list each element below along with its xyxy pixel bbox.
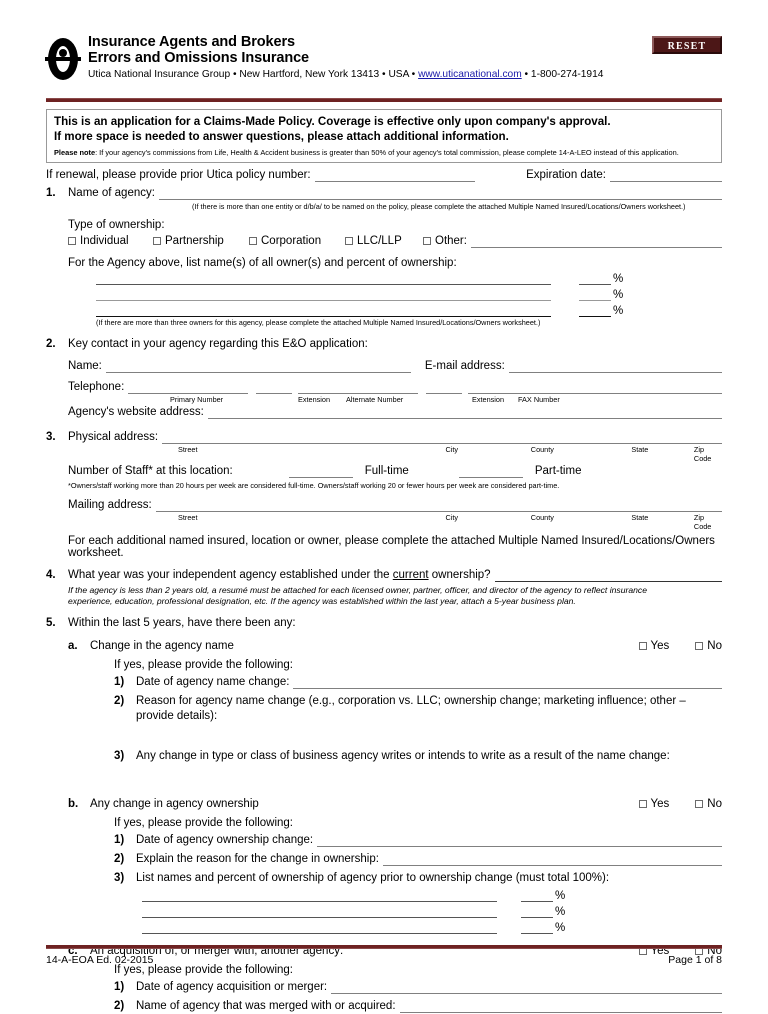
q5a-item1-number: 1) bbox=[114, 676, 125, 688]
q5a-yes-checkbox[interactable] bbox=[639, 639, 670, 654]
q5b-item3-number: 3) bbox=[114, 872, 125, 884]
ownership-options-row bbox=[68, 234, 722, 249]
q3-additional-note-line2: worksheet. bbox=[68, 547, 124, 559]
q2-row bbox=[46, 337, 722, 352]
sublabel-state: State bbox=[631, 513, 649, 522]
yes-label: Yes bbox=[650, 640, 670, 652]
prior-owner-row bbox=[92, 889, 722, 902]
prior-owner-percent-input[interactable] bbox=[521, 905, 553, 918]
footer-divider bbox=[46, 945, 722, 949]
q5a-no-checkbox[interactable] bbox=[695, 639, 722, 654]
q5c-item-1 bbox=[114, 980, 722, 995]
renewal-row bbox=[46, 168, 722, 183]
notice-line-1: This is an application for a Claims-Made Policy. Coverage is effective only upon company's approval. bbox=[54, 115, 611, 128]
reset-button[interactable]: RESET bbox=[652, 36, 722, 54]
header-divider bbox=[46, 98, 722, 102]
owner-name-input[interactable] bbox=[96, 288, 551, 301]
q4-number: 4. bbox=[46, 569, 56, 581]
percent-symbol: % bbox=[555, 906, 566, 918]
q5c-letter: c. bbox=[68, 945, 78, 957]
q5a-label: Change in the agency name bbox=[90, 640, 234, 652]
sublabel-extension: Extension bbox=[298, 395, 331, 404]
telephone-row bbox=[68, 380, 722, 395]
acquisition-date-input[interactable] bbox=[331, 980, 722, 994]
physical-address-sublabels bbox=[178, 445, 722, 463]
q5-row bbox=[46, 616, 722, 631]
checkbox-box-icon[interactable] bbox=[153, 237, 161, 245]
q5a-yesno-group bbox=[639, 639, 722, 654]
staff-label: Number of Staff* at this location: bbox=[68, 465, 233, 477]
expiration-date-label: Expiration date: bbox=[526, 169, 606, 181]
q4-italic-line2: experience, education, professional designation, etc. If the agency was established within the last year, attach a 5-year business plan. bbox=[68, 596, 576, 606]
phone-sublabels bbox=[170, 395, 722, 404]
website-row bbox=[68, 405, 722, 420]
q5a-if-yes: If yes, please provide the following: bbox=[114, 659, 293, 671]
q5a-item-1 bbox=[114, 675, 722, 690]
q4-label-pre: What year was your independent agency established under the bbox=[68, 569, 393, 581]
sublabel-fax-number: FAX Number bbox=[518, 395, 560, 404]
ownership-option-label: LLC/LLP bbox=[357, 235, 402, 247]
sublabel-street: Street bbox=[178, 445, 198, 454]
q5b-item1-text: Date of agency ownership change: bbox=[136, 834, 314, 846]
q5a-row bbox=[68, 639, 722, 654]
agency-name-input[interactable] bbox=[159, 186, 722, 200]
mailing-address-row bbox=[68, 498, 722, 513]
prior-owner-name-input[interactable] bbox=[142, 921, 497, 934]
checkbox-corporation[interactable] bbox=[249, 234, 345, 249]
no-label: No bbox=[707, 798, 722, 810]
ownership-type-label: Type of ownership: bbox=[68, 219, 165, 231]
q1-footnote: (If there are more than three owners for this agency, please complete the attached Multiple Named Insured/Locations/Owners worksheet.) bbox=[96, 318, 541, 327]
please-note-label: Please note bbox=[54, 148, 96, 157]
ownership-option-label: Corporation bbox=[261, 235, 322, 247]
physical-address-input[interactable] bbox=[162, 430, 722, 444]
q2-label: Key contact in your agency regarding this E&O application: bbox=[68, 338, 368, 350]
q3-additional-note-line1: For each additional named insured, location or owner, please complete the attached Multiple Named Insured/Locations/Owners bbox=[68, 535, 715, 547]
prior-policy-number-input[interactable] bbox=[315, 168, 475, 182]
primary-number-input[interactable] bbox=[128, 380, 248, 394]
q5a-item-3 bbox=[114, 749, 722, 764]
q5a-item1-text: Date of agency name change: bbox=[136, 676, 290, 688]
q5c-item1-number: 1) bbox=[114, 981, 125, 993]
checkbox-box-icon[interactable] bbox=[695, 642, 703, 650]
contact-name-row bbox=[68, 359, 722, 374]
q5c-item2-number: 2) bbox=[114, 1000, 125, 1012]
contact-name-input[interactable] bbox=[106, 359, 411, 373]
no-label: No bbox=[707, 640, 722, 652]
q5b-letter: b. bbox=[68, 798, 79, 810]
checkbox-box-icon[interactable] bbox=[695, 800, 703, 808]
subtitle-post: • 1-800-274-1914 bbox=[521, 69, 604, 80]
staff-row bbox=[68, 464, 722, 479]
percent-symbol: % bbox=[613, 289, 624, 301]
q5b-no-checkbox[interactable] bbox=[695, 797, 722, 812]
owner-percent-input[interactable] bbox=[579, 304, 611, 317]
subtitle-pre: Utica National Insurance Group • New Hartford, New York 13413 • USA • bbox=[88, 69, 419, 80]
percent-symbol: % bbox=[555, 922, 566, 934]
prior-owner-row bbox=[92, 921, 722, 934]
q5-number: 5. bbox=[46, 617, 56, 629]
checkbox-partnership[interactable] bbox=[153, 234, 249, 249]
prior-owner-name-input[interactable] bbox=[142, 905, 497, 918]
owner-name-input[interactable] bbox=[96, 304, 551, 317]
q5b-yesno-group bbox=[639, 797, 722, 812]
prior-owner-percent-input[interactable] bbox=[521, 889, 553, 902]
q4-label bbox=[68, 568, 491, 583]
checkbox-box-icon[interactable] bbox=[423, 237, 431, 245]
q5c-item-2 bbox=[114, 999, 722, 1014]
owner-row bbox=[46, 304, 722, 317]
ownership-change-reason-input[interactable] bbox=[383, 852, 722, 866]
ownership-option-label: Other: bbox=[435, 235, 467, 247]
sublabel-city: City bbox=[445, 513, 459, 522]
expiration-date-input[interactable] bbox=[610, 168, 722, 182]
q5b-item2-number: 2) bbox=[114, 853, 125, 865]
utica-logo-icon bbox=[48, 38, 78, 80]
q3-number: 3. bbox=[46, 431, 56, 443]
contact-email-label: E-mail address: bbox=[424, 360, 505, 372]
sublabel-alternate-number: Alternate Number bbox=[346, 395, 404, 404]
q5a-item2-text2: provide details): bbox=[136, 710, 218, 722]
checkbox-individual[interactable] bbox=[68, 234, 153, 249]
footer-page-label: Page 1 of 8 bbox=[668, 954, 722, 966]
website-link[interactable]: www.uticanational.com bbox=[418, 69, 522, 80]
parttime-staff-input[interactable] bbox=[459, 464, 523, 478]
telephone-label: Telephone: bbox=[68, 381, 125, 393]
sublabel-zip: Zip Code bbox=[693, 513, 712, 531]
owner-name-input[interactable] bbox=[96, 272, 551, 285]
q3-row bbox=[46, 430, 722, 445]
q5c-if-yes: If yes, please provide the following: bbox=[114, 964, 293, 976]
notice-line-2: If more space is needed to answer questions, please attach additional information. bbox=[54, 129, 509, 143]
page-title-line2: Errors and Omissions Insurance bbox=[88, 50, 310, 66]
q4-row bbox=[46, 568, 722, 583]
sublabel-city: City bbox=[445, 445, 459, 454]
owner-row bbox=[46, 272, 722, 285]
q5a-item3-number: 3) bbox=[114, 750, 125, 762]
q1-row bbox=[46, 186, 722, 201]
yes-label: Yes bbox=[650, 945, 670, 957]
page-title-line1: Insurance Agents and Brokers bbox=[88, 34, 295, 50]
alternate-extension-input[interactable] bbox=[426, 380, 462, 394]
page-header bbox=[46, 0, 722, 92]
q5a-letter: a. bbox=[68, 640, 78, 652]
prior-owner-row bbox=[92, 905, 722, 918]
checkbox-llc-llp[interactable] bbox=[345, 234, 423, 249]
q5b-row bbox=[68, 797, 722, 812]
q5b-item-1 bbox=[114, 833, 722, 848]
percent-symbol: % bbox=[613, 305, 624, 317]
q1-label: Name of agency: bbox=[68, 187, 155, 199]
q5a-item2-text: Reason for agency name change (e.g., corporation vs. LLC; ownership change; marketing influence; other – bbox=[136, 695, 686, 707]
q5c-item2-text: Name of agency that was merged with or acquired: bbox=[136, 1000, 396, 1012]
primary-extension-input[interactable] bbox=[256, 380, 292, 394]
q1-number: 1. bbox=[46, 187, 56, 199]
fax-number-input[interactable] bbox=[468, 380, 722, 394]
q5b-item-3 bbox=[114, 871, 722, 886]
q5a-item2-number: 2) bbox=[114, 695, 125, 707]
mailing-address-input[interactable] bbox=[156, 498, 722, 512]
q4-label-underline: current bbox=[392, 569, 429, 581]
sublabel-primary-number: Primary Number bbox=[170, 395, 224, 404]
q5c-label: An acquisition of, or merger with, another agency: bbox=[90, 945, 344, 957]
owner-row bbox=[46, 288, 722, 301]
q5b-item2-text: Explain the reason for the change in ownership: bbox=[136, 853, 379, 865]
prior-owner-name-input[interactable] bbox=[142, 889, 497, 902]
no-label: No bbox=[707, 945, 722, 957]
mailing-address-label: Mailing address: bbox=[68, 499, 152, 511]
q5b-item-2 bbox=[114, 852, 722, 867]
sublabel-state: State bbox=[631, 445, 649, 454]
q4-label-post: ownership? bbox=[428, 569, 491, 581]
physical-address-label: Physical address: bbox=[68, 431, 159, 443]
mailing-address-sublabels bbox=[178, 513, 722, 531]
year-established-input[interactable] bbox=[495, 568, 722, 582]
ownership-option-label: Partnership bbox=[165, 235, 224, 247]
q5a-item3-text: Any change in type or class of business agency writes or intends to write as a result of the name change: bbox=[136, 750, 670, 762]
ownership-other-input[interactable] bbox=[471, 234, 722, 248]
q5c-item1-text: Date of agency acquisition or merger: bbox=[136, 981, 328, 993]
checkbox-box-icon[interactable] bbox=[345, 237, 353, 245]
checkbox-box-icon[interactable] bbox=[68, 237, 76, 245]
q2-number: 2. bbox=[46, 338, 56, 350]
ownership-change-date-input[interactable] bbox=[317, 833, 722, 847]
checkbox-other[interactable] bbox=[423, 234, 467, 249]
prior-owner-percent-input[interactable] bbox=[521, 921, 553, 934]
sublabel-street: Street bbox=[178, 513, 198, 522]
merged-agency-name-input[interactable] bbox=[400, 999, 722, 1013]
owner-percent-input[interactable] bbox=[579, 272, 611, 285]
agency-name-change-date-input[interactable] bbox=[293, 675, 722, 689]
header-subtitle bbox=[88, 68, 722, 82]
sublabel-county: County bbox=[530, 445, 554, 454]
sublabel-county: County bbox=[530, 513, 554, 522]
q5-label: Within the last 5 years, have there been any: bbox=[68, 617, 296, 629]
q5b-item1-number: 1) bbox=[114, 834, 125, 846]
fulltime-label: Full-time bbox=[364, 465, 409, 477]
please-note-text: : If your agency's commissions from Life, Health & Accident business is greater than 50% of your agency's total commission, please complete 14-A-LEO instead of this application. bbox=[95, 148, 679, 157]
owners-list-label: For the Agency above, list name(s) of all owner(s) and percent of ownership: bbox=[68, 257, 457, 269]
staff-footnote: *Owners/staff working more than 20 hours per week are considered full-time. Owners/staff working 20 or fewer hours per week are considered part-time. bbox=[68, 481, 560, 490]
q5b-if-yes: If yes, please provide the following: bbox=[114, 817, 293, 829]
checkbox-box-icon[interactable] bbox=[249, 237, 257, 245]
percent-symbol: % bbox=[613, 273, 624, 285]
checkbox-box-icon[interactable] bbox=[639, 642, 647, 650]
sublabel-extension-2: Extension bbox=[472, 395, 505, 404]
q4-italic-line1: If the agency is less than 2 years old, a resumé must be attached for each licensed owner, partner, officer, and director of the agency to reflect insurance bbox=[68, 585, 647, 595]
contact-name-label: Name: bbox=[68, 360, 102, 372]
fulltime-staff-input[interactable] bbox=[289, 464, 353, 478]
q5b-label: Any change in agency ownership bbox=[90, 798, 259, 810]
q5a-item-2 bbox=[114, 694, 722, 724]
renewal-label: If renewal, please provide prior Utica policy number: bbox=[46, 169, 311, 181]
parttime-label: Part-time bbox=[534, 465, 582, 477]
percent-symbol: % bbox=[555, 890, 566, 902]
q1-hint: (If there is more than one entity or d/b/a/ to be named on the policy, please complete the attached Multiple Named Insured/Locations/Owners worksheet.) bbox=[192, 202, 686, 211]
website-input[interactable] bbox=[208, 405, 722, 419]
ownership-option-label: Individual bbox=[80, 235, 129, 247]
owner-percent-input[interactable] bbox=[579, 288, 611, 301]
footer-form-id: 14-A-EOA Ed. 02-2015 bbox=[46, 954, 154, 966]
checkbox-box-icon[interactable] bbox=[639, 800, 647, 808]
website-label: Agency's website address: bbox=[68, 406, 204, 418]
sublabel-zip: Zip Code bbox=[693, 445, 712, 463]
alternate-number-input[interactable] bbox=[298, 380, 418, 394]
notice-please-note bbox=[54, 147, 714, 158]
q5b-item3-text: List names and percent of ownership of agency prior to ownership change (must total 100%): bbox=[136, 872, 610, 884]
contact-email-input[interactable] bbox=[509, 359, 722, 373]
q5b-yes-checkbox[interactable] bbox=[639, 797, 670, 812]
notice-box bbox=[46, 109, 722, 163]
yes-label: Yes bbox=[650, 798, 670, 810]
header-title-block bbox=[88, 34, 722, 82]
page-footer bbox=[46, 945, 722, 966]
